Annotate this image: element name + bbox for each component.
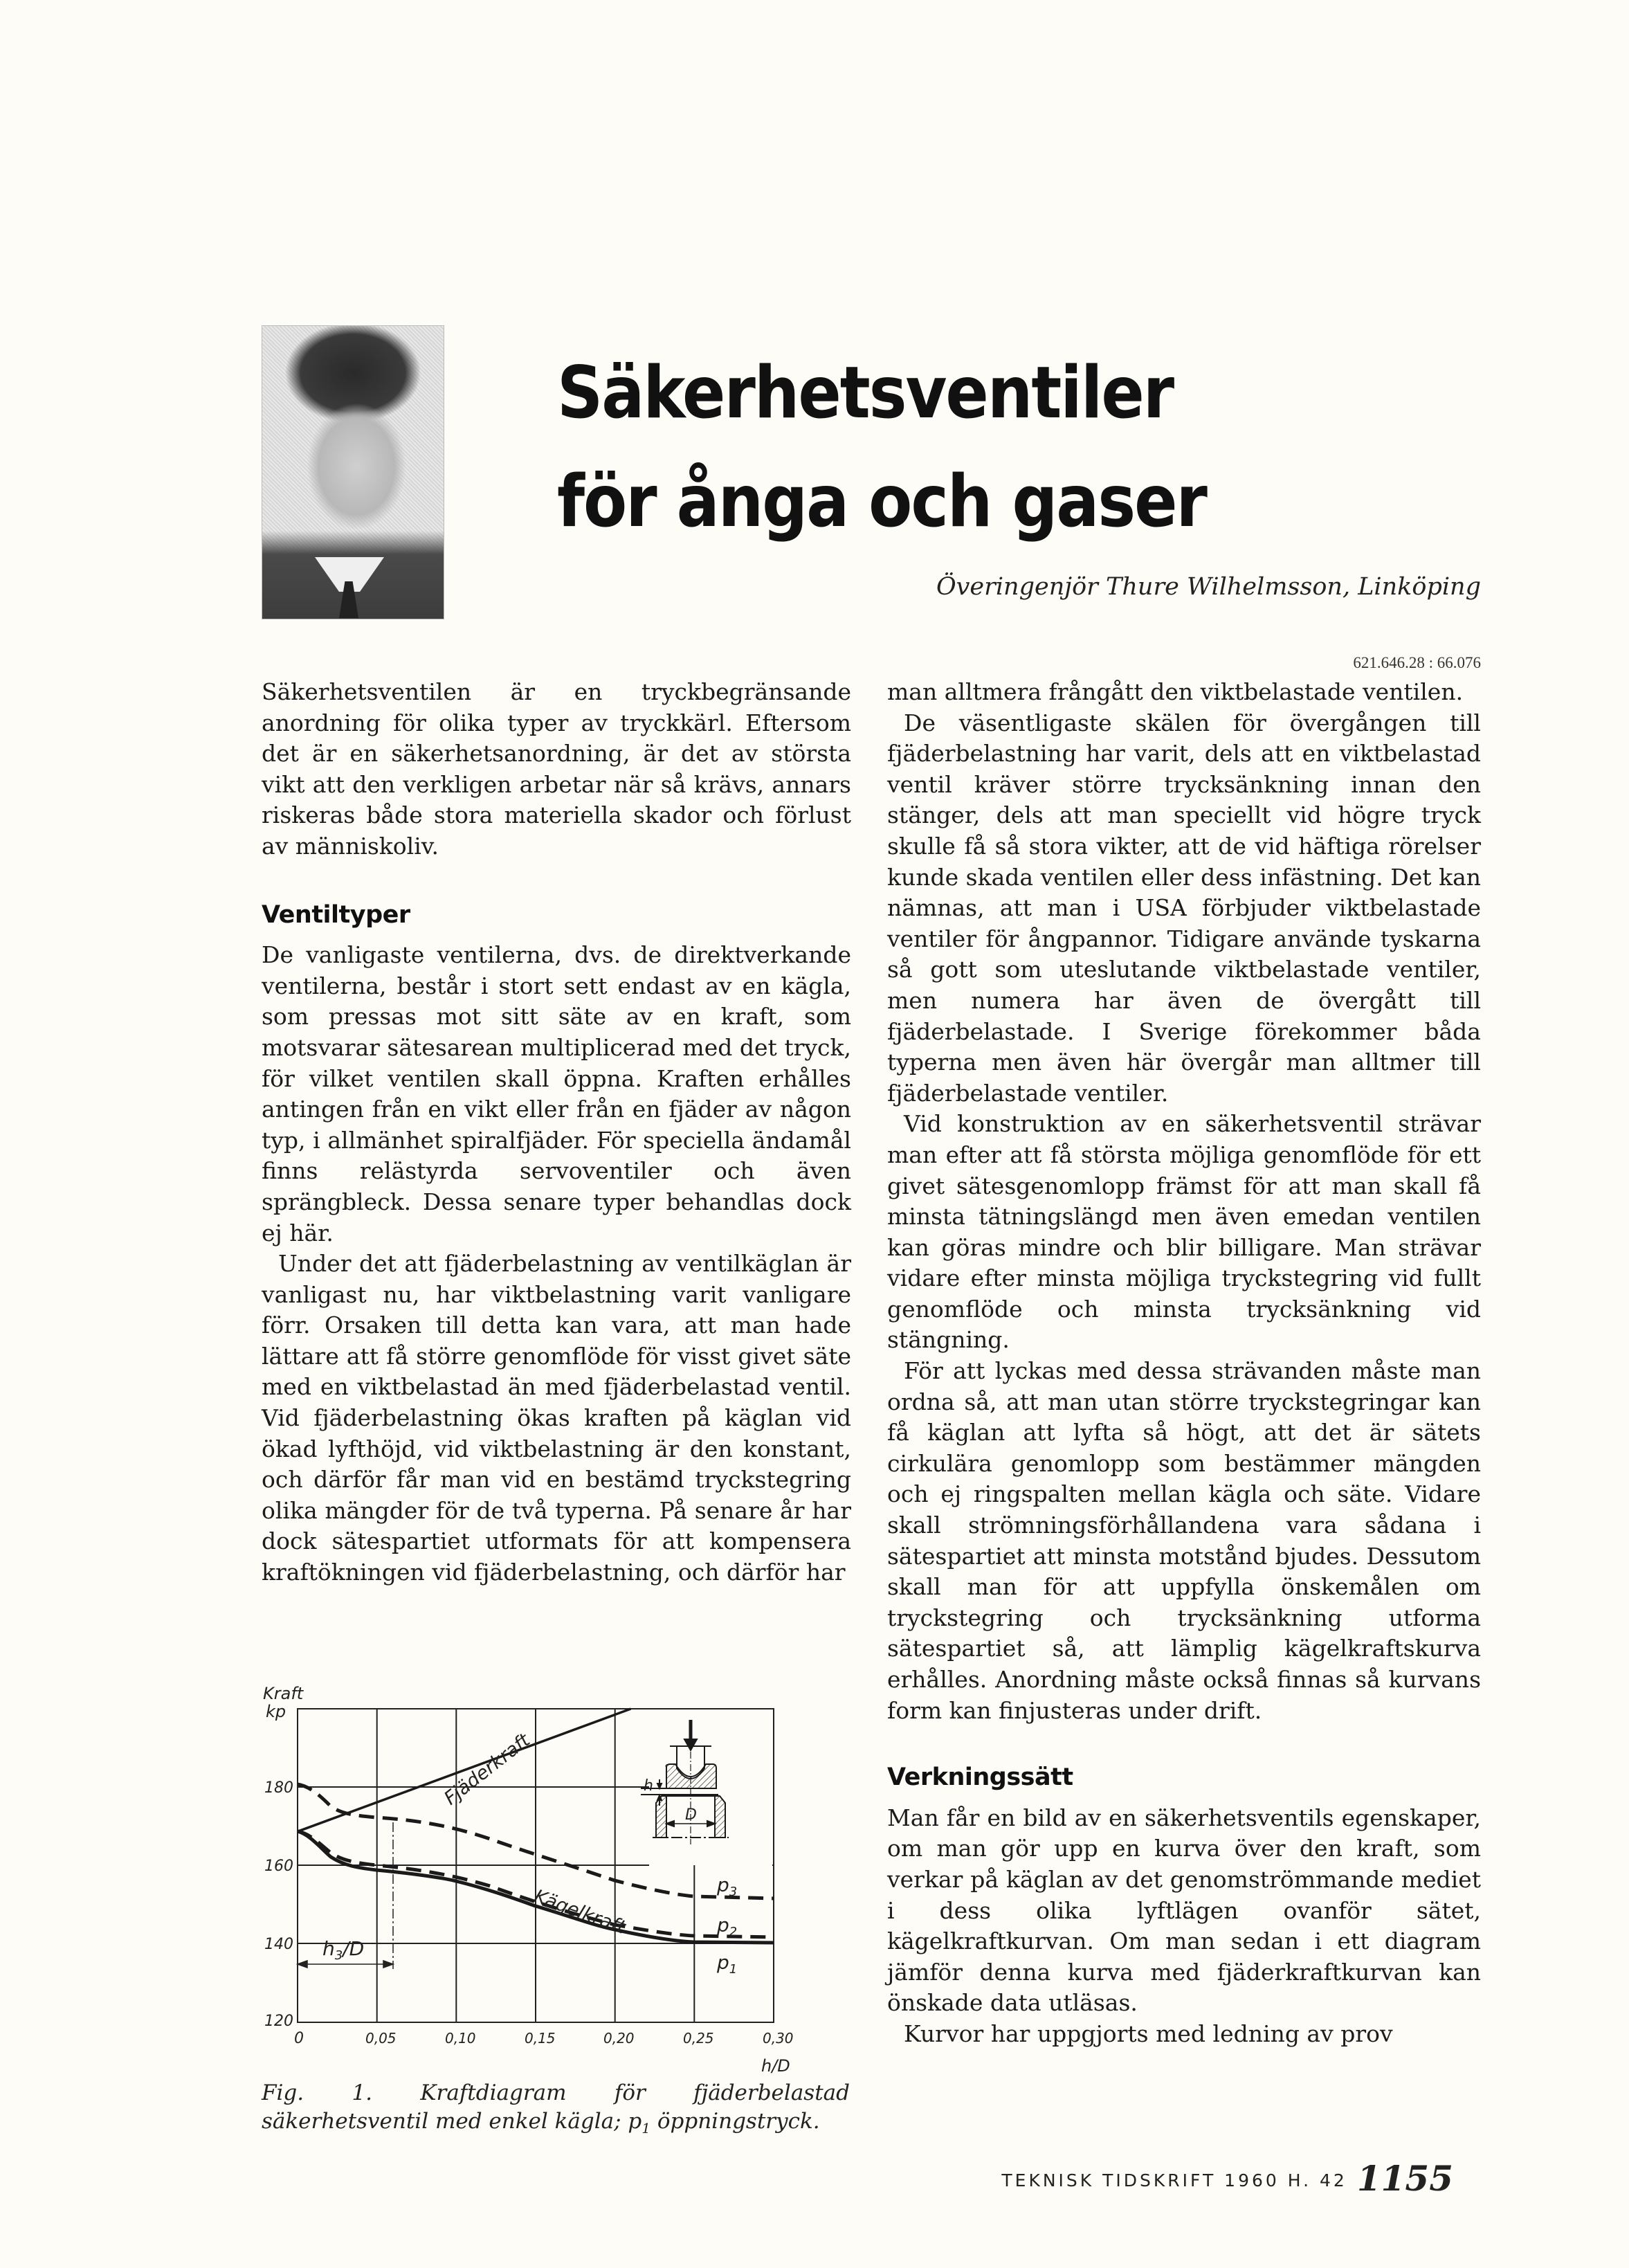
h3-over-d-label: $h_3/D$ [322,1937,365,1963]
p2-label: $p_2$ [717,1914,738,1939]
y-axis-title: Kraft [263,1684,304,1703]
page-number: 1155 [1356,2158,1453,2199]
paragraph: Vid konstruktion av en säkerhetsventil strävar man efter att få största möjliga genomflöde för ett givet sätesgenomlopp främst för att man skall få minsta tätningslängd men även emedan ventilen kan göras mindre och blir billigare. Man strävar vidare efter minsta möjliga tryckstegring vid fullt genomflöde och minsta trycksänkning vid stängning. [887,1110,1481,1354]
paragraph: De vanligaste ventilerna, dvs. de direktverkande ventilerna, består i stort sett endast av en kägla, som pressas mot sitt säte av en kraft, som motsvarar sätesarean multiplicerad med det tryck, för vilket ventilen skall öppna. Kraften erhålles antingen från en vikt eller från en fjäder av någon typ, i allmänhet spiralfjäder. För speciella ändamål finns relästyrda servoventiler och även sprängbleck. Dessa senare typer behandlas dock ej här. [262,941,851,1246]
left-column [262,677,851,1588]
y-axis-unit: kp [266,1702,286,1721]
x-tick-025: 0,25 [683,2030,714,2047]
intro-paragraph: Säkerhetsventilen är en tryckbegränsande anordning för olika typer av tryckkärl. Eftersom det är en säkerhetsanordning, är det av största vikt att den verkligen arbetar när så krävs, annars riskeras både stora materiella skador och förlust av människoliv. [262,678,851,860]
author-byline: Överingenjör Thure Wilhelmsson, Linköping [936,573,1481,601]
article-title-line-1: Säkerhetsventiler [557,351,1174,435]
inset-backdrop [649,1713,772,1872]
inset-h-label: h [644,1777,653,1795]
y-tick-120: 120 [264,2013,293,2030]
x-tick-015: 0,15 [525,2030,556,2047]
section-heading-ventiltyper: Ventiltyper [262,900,410,929]
x-tick-030: 0,30 [763,2030,794,2047]
inset-d-label: D [685,1806,697,1824]
journal-name: TEKNISK TIDSKRIFT 1960 H. 42 [1001,2170,1347,2190]
paragraph: man alltmera frångått den viktbelastade ventilen. [887,678,1464,705]
udc-classification: 621.646.28 : 66.076 [1353,654,1481,671]
right-column [887,677,1481,2050]
paragraph: För att lyckas med dessa strävanden måste man ordna så, att man utan större tryckstegringar kan få käglan att lyfta så högt, att det är sätets cirkulära genomlopp som bestämmer mängden och ej ringspalten mellan kägla och säte. Vidare skall strömningsförhållandena vara sådana i sätespartiet att minsta motstånd bjudes. Dessutom skall man för att uppfylla önskemålen om tryckstegring och trycksänkning utforma sätespartiet så, att lämplig kägelkraftskurva erhålles. Anordning måste också finnas så kurvans form kan finjusteras under drift. [887,1357,1481,1724]
paragraph: De väsentligaste skälen för övergången till fjäderbelastning har varit, dels att en viktbelastad ventil kräver större trycksänkning innan den stänger, dels att man speciellt vid högre tryck skulle få så stora vikter, att de vid häftiga rörelser kunde skada ventilen eller dess infästning. Det kan nämnas, att man i USA förbjuder viktbelastade ventiler för ångpannor. Tidigare använde tyskarna så gott som uteslutande viktbelastade ventiler, men numera har även de övergått till fjäderbelastade. I Sverige förekommer båda typerna men även här övergår man alltmer till fjäderbelastade ventiler. [887,709,1481,1107]
section-heading-verkningssatt: Verkningssätt [887,1763,1073,1792]
x-tick-010: 0,10 [445,2030,476,2047]
y-tick-160: 160 [264,1858,293,1875]
x-tick-020: 0,20 [603,2030,635,2047]
y-tick-180: 180 [264,1779,293,1797]
fjaderkraft-label: Fjäderkraft [440,1730,534,1810]
x-tick-005: 0,05 [365,2030,397,2047]
paragraph: Man får en bild av en säkerhetsventils egenskaper, om man gör upp en kurva över den kraft, som verkar på käglan av det genomströmmande mediet i dess olika lyftlägen ovanför sätet, kägelkraftkurvan. Om man sedan i ett diagram jämför denna kurva med fjäderkraftkurvan kan önskade data utläsas. [887,1804,1481,2017]
kagelkraft-label: Kägelkraft [531,1885,628,1939]
figure-caption: Fig. 1. Kraftdiagram för fjäderbelastad säkerhetsventil med enkel kägla; $p_1$ öppningstryck. [262,2080,850,2137]
p1-label: $p_1$ [717,1951,738,1977]
force-diagram-chart [262,1678,857,2094]
y-tick-140: 140 [264,1936,293,1953]
article-title-line-2: för ånga och gaser [557,460,1206,543]
x-axis-title: h/D [761,2056,790,2076]
p3-label: $p_3$ [717,1874,738,1899]
article-title [557,339,1457,556]
x-tick-0: 0 [294,2030,304,2047]
paragraph: Under det att fjäderbelastning av ventilkäglan är vanligast nu, har viktbelastning varit vanligare förr. Orsaken till detta kan vara, att man hade lättare att få större genomflöde för visst givet säte med en viktbelastad än med fjäderbelastad ventil. Vid fjäderbelastning ökas kraften på käglan vid ökad lyfthöjd, vid viktbelastning är den konstant, och därför får man vid en bestämd tryckstegring olika mängder för de två typerna. På senare år har dock sätespartiet utformats för att kompensera kraftökningen vid fjäderbelastning, och därför har [262,1250,851,1586]
paragraph: Kurvor har uppgjorts med ledning av prov [904,2020,1393,2047]
page-footer [900,2158,1453,2199]
